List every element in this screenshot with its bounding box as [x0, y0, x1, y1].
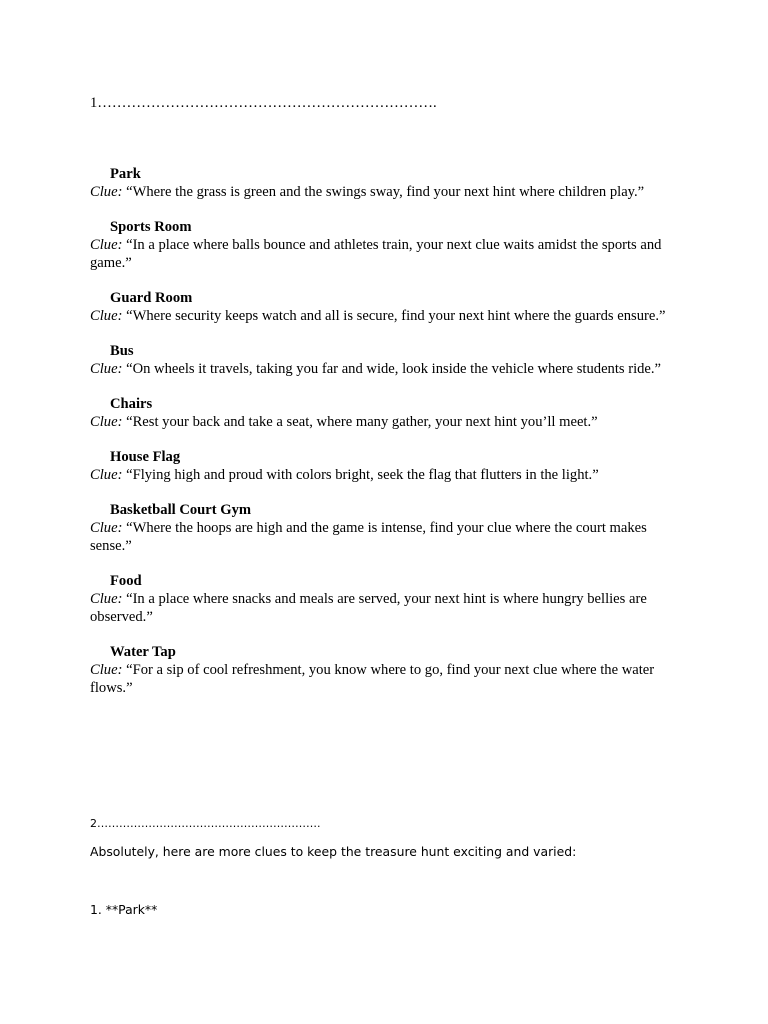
clue-text-line — [90, 590, 690, 626]
clue-text-line — [90, 360, 690, 378]
clue-text-line — [90, 307, 690, 325]
clue-location-title: Food — [110, 573, 142, 589]
section-1-heading: 1……………………………………………………………. — [90, 95, 437, 111]
section-2-heading: 2……………………………………………………. — [90, 817, 321, 830]
clue-text: “Where security keeps watch and all is secure, find your next hint where the guards ensure.” — [126, 308, 666, 324]
clue-text-line — [90, 466, 690, 484]
clue-item — [90, 289, 690, 325]
clue-location-title: Chairs — [110, 396, 153, 412]
clue-text-line — [90, 661, 690, 697]
clue-item — [90, 448, 690, 484]
clue-location-title: Sports Room — [110, 219, 192, 235]
clue-label: Clue: — [90, 237, 123, 253]
clue-label: Clue: — [90, 414, 123, 430]
clue-label: Clue: — [90, 520, 123, 536]
clue-item — [90, 572, 690, 626]
clue-list — [90, 165, 690, 714]
clue-label: Clue: — [90, 361, 123, 377]
clue-location-title: House Flag — [110, 449, 181, 465]
clue-item — [90, 342, 690, 378]
clue-item — [90, 643, 690, 697]
clue-label: Clue: — [90, 467, 123, 483]
clue-item — [90, 218, 690, 272]
clue-label: Clue: — [90, 591, 123, 607]
clue-text: “Where the grass is green and the swings sway, find your next hint where children play.” — [126, 184, 645, 200]
clue-location-title: Bus — [110, 343, 134, 359]
clue-text: “In a place where balls bounce and athletes train, your next clue waits amidst the sports and game.” — [90, 237, 662, 271]
clue-text: “Flying high and proud with colors bright, seek the flag that flutters in the light.” — [126, 467, 599, 483]
clue-location-title: Park — [110, 166, 141, 182]
clue-item — [90, 501, 690, 555]
clue-text-line — [90, 183, 690, 201]
clue-text-line — [90, 413, 690, 431]
clue-location-title: Guard Room — [110, 290, 193, 306]
clue-text-line — [90, 519, 690, 555]
clue-text: “For a sip of cool refreshment, you know where to go, find your next clue where the water flows.” — [90, 662, 655, 696]
clue-text-line — [90, 236, 690, 272]
clue-location-title: Water Tap — [110, 644, 176, 660]
clue-text: “Where the hoops are high and the game is intense, find your clue where the court makes sense.” — [90, 520, 647, 554]
clue-item — [90, 395, 690, 431]
clue-label: Clue: — [90, 308, 123, 324]
clue-label: Clue: — [90, 662, 123, 678]
clue-item — [90, 165, 690, 201]
clue-location-title: Basketball Court Gym — [110, 502, 252, 518]
clue-text: “In a place where snacks and meals are served, your next hint is where hungry bellies are observed.” — [90, 591, 647, 625]
clue-text: “On wheels it travels, taking you far and wide, look inside the vehicle where students ride.” — [126, 361, 662, 377]
list-item: 1. **Park** — [90, 902, 158, 917]
clue-text: “Rest your back and take a seat, where many gather, your next hint you’ll meet.” — [126, 414, 598, 430]
section-2-intro: Absolutely, here are more clues to keep the treasure hunt exciting and varied: — [90, 844, 577, 859]
clue-label: Clue: — [90, 184, 123, 200]
